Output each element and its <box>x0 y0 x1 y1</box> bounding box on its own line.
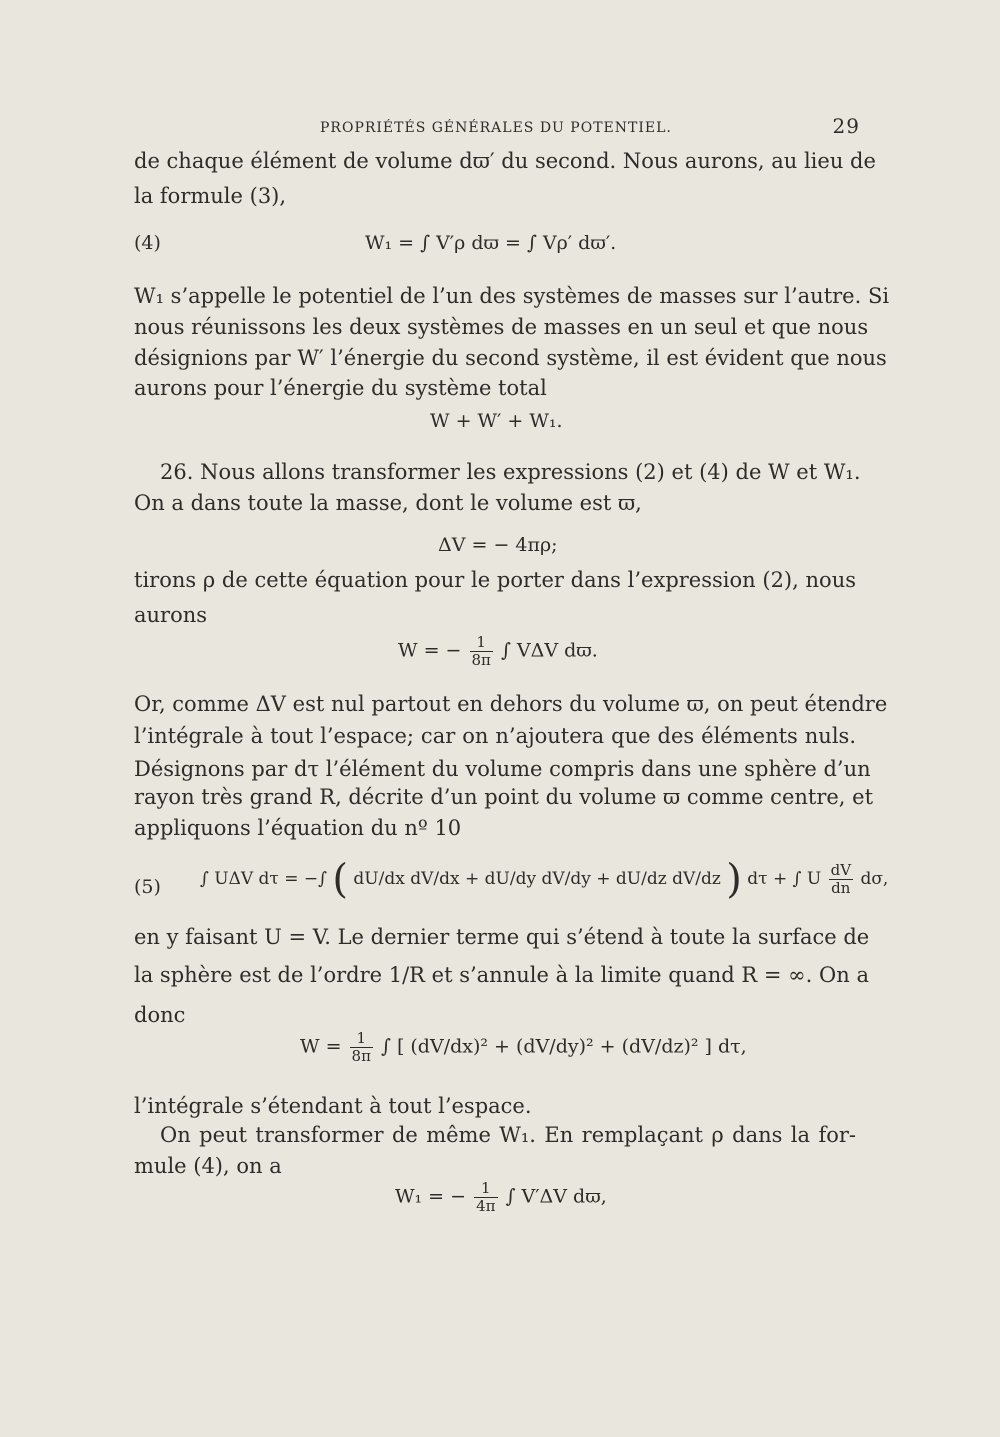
text-line: désignions par W′ l’énergie du second système, il est évident que nous <box>134 346 887 370</box>
running-header <box>320 114 860 142</box>
equation-w-gradient <box>300 1030 747 1065</box>
text-line: Désignons par dτ l’élément du volume compris dans une sphère d’un <box>134 757 871 781</box>
equation-5: ∫ UΔV dτ = −∫ ( dU/dx dV/dx + dU/dy dV/dy + dU/dz dV/dz ) dτ + ∫ U $\frac{dV}{dn}$ dσ, <box>200 856 889 903</box>
text-line: donc <box>134 1003 186 1027</box>
wg-lhs: W = <box>300 1035 342 1058</box>
eq5-tail: dτ + ∫ U <box>747 869 822 889</box>
fraction: $\frac{1}{8\pi}$ <box>351 1029 371 1065</box>
eq5-term: dU/dy dV/dy <box>484 869 591 889</box>
equation-number: (4) <box>134 232 161 254</box>
eq5-term: dU/dz dV/dz <box>615 869 721 889</box>
fraction: $\frac{1}{4\pi}$ <box>476 1179 496 1215</box>
text-line: W₁ s’appelle le potentiel de l’un des systèmes de masses sur l’autre. Si <box>134 284 890 308</box>
text-line: appliquons l’équation du nº 10 <box>134 816 462 840</box>
equation-4: W₁ = ∫ V′ρ dϖ = ∫ Vρ′ dϖ′. <box>365 232 617 254</box>
text-line: Or, comme ΔV est nul partout en dehors du volume ϖ, on peut étendre <box>134 692 888 716</box>
text-line: On peut transformer de même W₁. En remplaçant ρ dans la for- <box>160 1123 856 1147</box>
w1-lhs: W₁ = − <box>395 1185 467 1208</box>
text-line: de chaque élément de volume dϖ′ du second. Nous aurons, au lieu de <box>134 149 876 173</box>
text-line: nous réunissons les deux systèmes de masses en un seul et que nous <box>134 315 869 339</box>
eq5-term: dU/dx dV/dx <box>353 869 460 889</box>
text-line: l’intégrale s’étendant à tout l’espace. <box>134 1094 532 1118</box>
fraction: $\frac{1}{8\pi}$ <box>471 633 491 669</box>
text-line: en y faisant U = V. Le dernier terme qui s’étend à toute la surface de <box>134 925 870 949</box>
text-line: mule (4), on a <box>134 1154 282 1178</box>
text-line: On a dans toute la masse, dont le volume est ϖ, <box>134 491 642 515</box>
eq5-end: dσ, <box>860 869 889 889</box>
equation-laplace: ΔV = − 4πρ; <box>438 534 558 556</box>
text-line: aurons pour l’énergie du système total <box>134 376 547 400</box>
eq5-lhs: ∫ UΔV dτ = −∫ <box>200 869 327 889</box>
text-line: rayon très grand R, décrite d’un point du volume ϖ comme centre, et <box>134 785 874 809</box>
fraction: $\frac{dV}{dn}$ <box>830 861 852 897</box>
text-line: la sphère est de l’ordre 1/R et s’annule à la limite quand R = ∞. On a <box>134 963 869 987</box>
equation-number: (5) <box>134 876 161 898</box>
w1-rhs: ∫ V′ΔV dϖ, <box>505 1185 607 1208</box>
equation-w1 <box>395 1180 607 1215</box>
header-title: PROPRIÉTÉS GÉNÉRALES DU POTENTIEL. <box>320 120 672 136</box>
text-line: la formule (3), <box>134 184 287 208</box>
text-line: 26. Nous allons transformer les expressions (2) et (4) de W et W₁. <box>160 460 861 484</box>
page-number: 29 <box>832 114 860 138</box>
text-line: l’intégrale à tout l’espace; car on n’ajoutera que des éléments nuls. <box>134 724 856 748</box>
text-line: aurons <box>134 603 208 627</box>
w-lhs: W = − <box>398 639 462 662</box>
text-line: tirons ρ de cette équation pour le porter dans l’expression (2), nous <box>134 568 856 592</box>
w-rhs: ∫ VΔV dϖ. <box>500 639 598 662</box>
wg-body: ∫ [ (dV/dx)² + (dV/dy)² + (dV/dz)² ] dτ, <box>381 1035 747 1058</box>
equation-w-integral <box>398 634 598 669</box>
equation-total: W + W′ + W₁. <box>430 410 563 432</box>
